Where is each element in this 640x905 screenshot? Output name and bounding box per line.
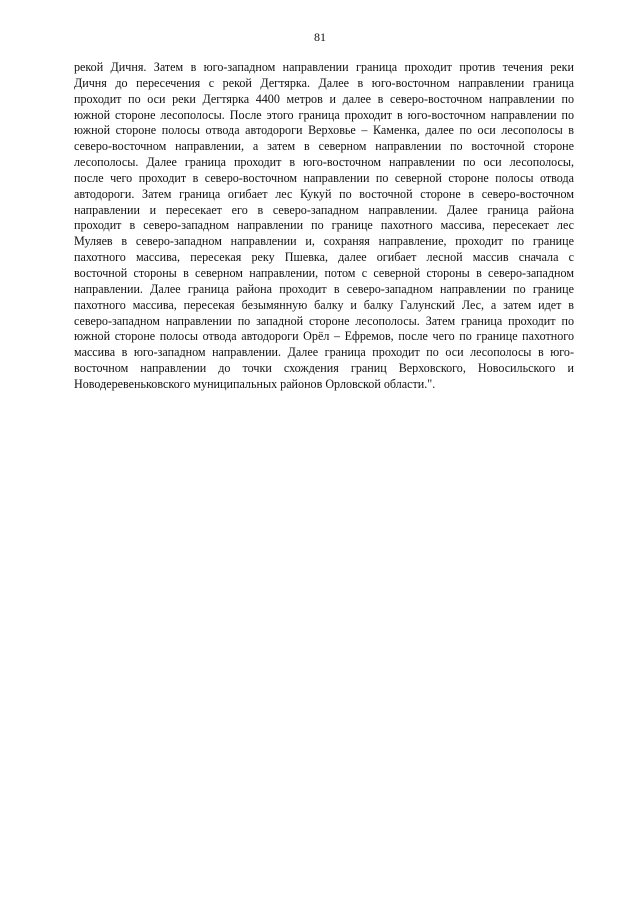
text-line: Муляев в северо-западном направлении и, сохраняя направление, проходит по границе bbox=[74, 234, 574, 249]
text-line: проходит в северо-западном направлении по границе пахотного массива, пересекает лес bbox=[74, 218, 574, 233]
text-line: восточном направлении до точки схождения границ Верховского, Новосильского и bbox=[74, 361, 574, 376]
page-number: 81 bbox=[314, 30, 326, 44]
text-line: южной стороне лесополосы. После этого граница проходит в юго-восточном направлении по bbox=[74, 107, 574, 122]
text-line: направлении. Далее граница района проходит в северо-западном направлении по границе bbox=[74, 281, 574, 296]
text-line: северо-восточном направлении, а затем в северном направлении по восточной стороне bbox=[74, 139, 574, 154]
text-line: южной стороне полосы отвода автодороги Верховье – Каменка, далее по оси лесополосы в bbox=[74, 123, 574, 138]
text-line: северо-западном направлении по западной стороне лесополосы. Затем граница проходит по bbox=[74, 313, 574, 328]
text-line: направлении и пересекает его в северо-западном направлении. Далее граница района bbox=[74, 202, 574, 217]
text-line: рекой Дичня. Затем в юго-западном направлении граница проходит против течения реки bbox=[74, 60, 574, 74]
text-line: восточной стороны в северном направлении, потом с северной стороны в северо-западном bbox=[74, 265, 574, 280]
text-line: лесополосы. Далее граница проходит в юго-восточном направлении по оси лесополосы, bbox=[74, 155, 574, 170]
text-line: пахотного массива, пересекая реку Пшевка, далее огибает лесной массив сначала с bbox=[74, 250, 574, 265]
text-line: автодороги. Затем граница огибает лес Кукуй по восточной стороне в северо-восточном bbox=[74, 186, 574, 201]
text-line: Новодеревеньковского муниципальных районов Орловской области.". bbox=[74, 376, 436, 391]
text-line: южной стороне полосы отвода автодороги Орёл – Ефремов, после чего по границе пахотного bbox=[74, 329, 574, 344]
text-line: пахотного массива, пересекая безымянную балку и балку Галунский Лес, а затем идет в bbox=[74, 297, 574, 312]
text-line: массива в юго-западном направлении. Далее граница проходит по оси лесополосы в юго- bbox=[74, 345, 574, 360]
text-line: Дичня до пересечения с рекой Дегтярка. Далее в юго-восточном направлении граница bbox=[74, 75, 574, 90]
text-line: проходит по оси реки Дегтярка 4400 метров и далее в северо-восточном направлении по bbox=[74, 91, 574, 106]
text-line: после чего проходит в северо-восточном направлении по северной стороне полосы отвода bbox=[74, 170, 574, 185]
body-text bbox=[74, 60, 574, 393]
